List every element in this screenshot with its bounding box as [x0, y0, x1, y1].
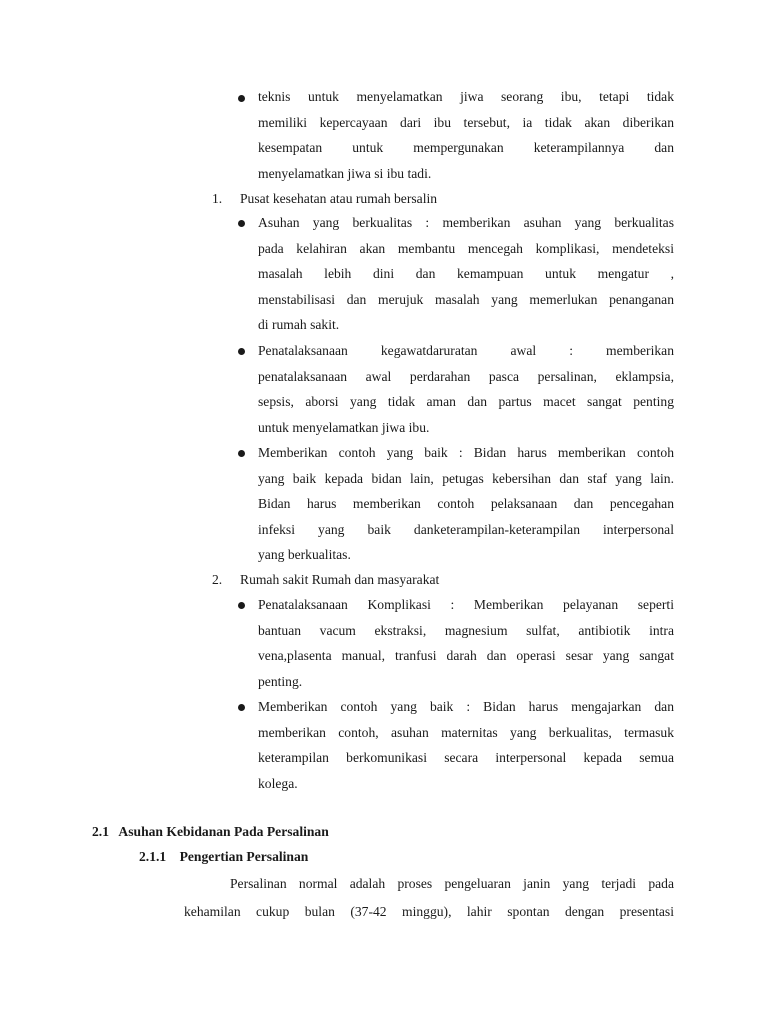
bullet-dot	[238, 602, 245, 609]
text-line: kesempatan untuk mempergunakan keterampilannya dan	[258, 140, 674, 155]
bullet-dot	[238, 348, 245, 355]
section-heading-2-1-1	[139, 846, 308, 868]
bullet-item-top	[258, 84, 674, 186]
bullet-item	[258, 440, 674, 568]
heading-number: 2.1	[92, 824, 109, 839]
item-title: Rumah sakit Rumah dan masyarakat	[240, 572, 440, 587]
text-line: memiliki kepercayaan dari ibu tersebut, ia tidak akan diberikan	[258, 114, 674, 130]
text-line: kehamilan cukup bulan (37-42 minggu), lahir spontan dengan presentasi	[184, 904, 674, 919]
body-paragraph	[184, 870, 674, 926]
text-line: di rumah sakit.	[258, 317, 340, 332]
text-line: penting.	[258, 673, 303, 689]
text-line: yang berkualitas.	[258, 547, 351, 562]
text-line: Asuhan yang berkualitas : memberikan asuhan yang berkualitas	[258, 215, 674, 230]
bullet-dot	[238, 704, 245, 711]
text-line: masalah lebih dini dan kemampuan untuk mengatur ,	[258, 266, 674, 281]
text-line: yang baik kepada bidan lain, petugas kebersihan dan staf yang lain.	[258, 470, 674, 486]
text-line: Persalinan normal adalah proses pengeluaran janin yang terjadi pada	[230, 876, 674, 891]
text-line: pada kelahiran akan membantu mencegah komplikasi, mendeteksi	[258, 240, 674, 256]
text-line: Memberikan contoh yang baik : Bidan harus memberikan contoh	[258, 445, 674, 460]
item-number: 1.	[212, 191, 223, 206]
text-line: Bidan harus memberikan contoh pelaksanaan dan pencegahan	[258, 496, 674, 511]
text-line: infeksi yang baik danketerampilan-keterampilan interpersonal	[258, 521, 674, 537]
text-line: Penatalaksanaan kegawatdaruratan awal : memberikan	[258, 343, 674, 358]
item-title: Pusat kesehatan atau rumah bersalin	[240, 191, 438, 206]
text-line: untuk menyelamatkan jiwa ibu.	[258, 419, 430, 435]
text-line: keterampilan berkomunikasi secara interpersonal kepada semua	[258, 750, 674, 765]
text-line: sepsis, aborsi yang tidak aman dan partus macet sangat penting	[258, 394, 674, 409]
text-line: bantuan vacum ekstraksi, magnesium sulfat, antibiotik intra	[258, 622, 674, 638]
bullet-item	[258, 592, 674, 694]
text-line: vena,plasenta manual, tranfusi darah dan operasi sesar yang sangat	[258, 648, 674, 663]
text-line: Penatalaksanaan Komplikasi : Memberikan pelayanan seperti	[258, 597, 674, 612]
text-line: teknis untuk menyelamatkan jiwa seorang ibu, tetapi tidak	[258, 89, 674, 104]
bullet-dot	[238, 450, 245, 457]
bullet-item	[258, 210, 674, 338]
bullet-dot	[238, 95, 245, 102]
text-line: menyelamatkan jiwa si ibu tadi.	[258, 165, 432, 181]
heading-title: Asuhan Kebidanan Pada Persalinan	[118, 824, 329, 839]
bullet-item	[258, 694, 674, 796]
heading-title: Pengertian Persalinan	[179, 849, 309, 864]
text-line: memberikan contoh, asuhan maternitas yang berkualitas, termasuk	[258, 724, 674, 740]
text-line: Memberikan contoh yang baik : Bidan harus mengajarkan dan	[258, 699, 674, 714]
bullet-item	[258, 338, 674, 440]
bullet-dot	[238, 220, 245, 227]
text-line: kolega.	[258, 775, 298, 791]
section-heading-2-1	[92, 821, 329, 843]
item-number: 2.	[212, 572, 223, 587]
heading-number: 2.1.1	[139, 849, 167, 864]
text-line: menstabilisasi dan merujuk masalah yang memerlukan penanganan	[258, 291, 674, 307]
text-line: penatalaksanaan awal perdarahan pasca persalinan, eklampsia,	[258, 368, 674, 384]
